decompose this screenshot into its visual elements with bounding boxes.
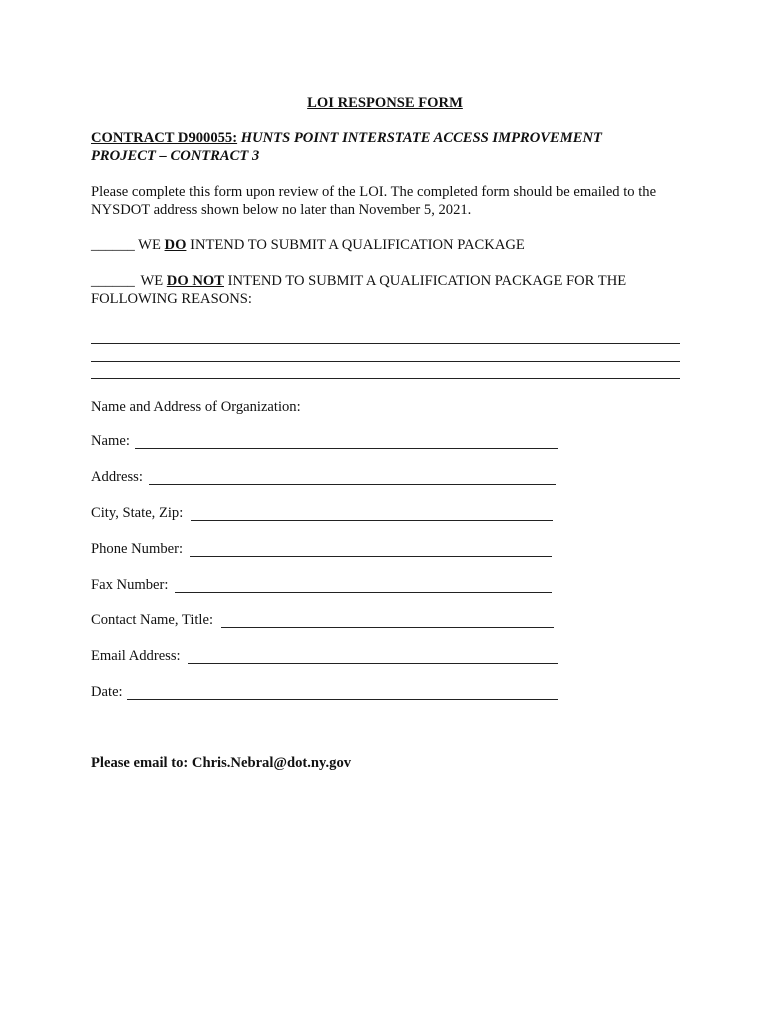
reasons-line-2[interactable]	[91, 361, 680, 362]
contract-number: CONTRACT D900055:	[91, 130, 238, 146]
contract-heading	[91, 129, 602, 147]
option-do-not-text-line2: FOLLOWING REASONS:	[91, 291, 252, 307]
date-field[interactable]	[127, 699, 558, 700]
form-title: LOI RESPONSE FORM	[307, 95, 463, 111]
fax-number-field[interactable]	[175, 592, 552, 593]
option-do-text: INTEND TO SUBMIT A QUALIFICATION PACKAGE	[190, 237, 525, 253]
option-do-not-intend[interactable]	[91, 272, 626, 290]
reasons-line-1[interactable]	[91, 343, 680, 344]
organization-heading: Name and Address of Organization:	[91, 399, 301, 415]
email-instruction-label: Please email to:	[91, 755, 189, 771]
email-address-field[interactable]	[188, 663, 558, 664]
option-do-not-we: WE	[140, 273, 164, 289]
city-state-zip-label: City, State, Zip:	[91, 505, 184, 521]
project-name-line1: HUNTS POINT INTERSTATE ACCESS IMPROVEMENT	[240, 130, 602, 146]
project-name-line2: PROJECT – CONTRACT 3	[91, 148, 260, 164]
address-label: Address:	[91, 469, 143, 485]
address-field[interactable]	[149, 484, 556, 485]
date-label: Date:	[91, 684, 123, 700]
contact-name-title-field[interactable]	[221, 627, 554, 628]
option-do-blank[interactable]: ______	[91, 237, 135, 253]
reasons-line-3[interactable]	[91, 378, 680, 379]
phone-number-label: Phone Number:	[91, 541, 184, 557]
option-do-not-emphasis: DO NOT	[166, 273, 224, 289]
instructions-text: Please complete this form upon review of the LOI. The completed form should be emailed to the NYSDOT address shown below no later than November 5, 2021.	[91, 184, 657, 218]
contact-email-link[interactable]: Chris.Nebral@dot.ny.gov	[191, 755, 352, 771]
email-address-label: Email Address:	[91, 648, 181, 664]
option-do-intend[interactable]	[91, 236, 525, 254]
option-do-we: WE	[138, 237, 161, 253]
city-state-zip-field[interactable]	[191, 520, 553, 521]
option-do-emphasis: DO	[164, 237, 187, 253]
phone-number-field[interactable]	[190, 556, 552, 557]
email-instruction	[91, 754, 351, 772]
option-do-not-text: INTEND TO SUBMIT A QUALIFICATION PACKAGE FOR THE	[227, 273, 627, 289]
contact-name-title-label: Contact Name, Title:	[91, 612, 214, 628]
fax-number-label: Fax Number:	[91, 577, 169, 593]
name-field[interactable]	[135, 448, 558, 449]
option-do-not-blank[interactable]: ______	[91, 273, 135, 289]
name-label: Name:	[91, 433, 130, 449]
